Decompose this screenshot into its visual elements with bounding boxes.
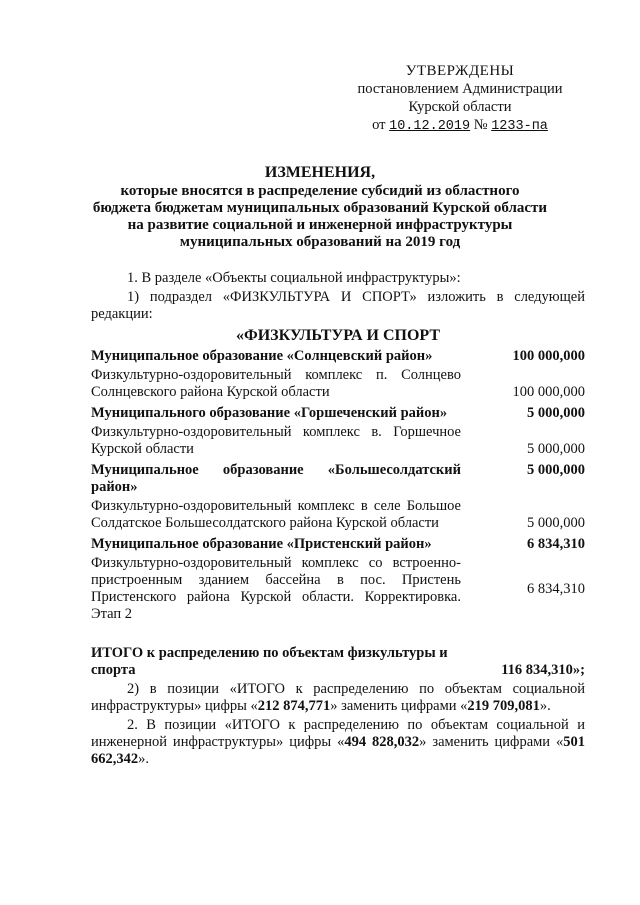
item2-to-value: 501 662,342 bbox=[91, 734, 586, 767]
municipality-name: Муниципальное образование «Большесолдатский район» bbox=[91, 462, 461, 495]
document-body bbox=[91, 270, 585, 768]
approval-line-1: постановлением Администрации bbox=[357, 81, 563, 97]
section-title: «ФИЗКУЛЬТУРА И СПОРТ bbox=[235, 327, 441, 344]
municipality-name: Муниципального образование «Горшеченский район» bbox=[91, 405, 448, 421]
object-name: Физкультурно-оздоровительный комплекс со встроенно-пристроенным зданием бассейна в пос. Пристень Пристенского района Курской области. Корректировка. Этап 2 bbox=[91, 555, 461, 622]
number-prefix: № bbox=[473, 117, 488, 133]
sub2-text-a: 2) в позиции «ИТОГО к распределению по объектам социальной инфраструктуры» цифры « bbox=[91, 681, 585, 714]
approval-stamp bbox=[330, 62, 590, 136]
object-name: Физкультурно-оздоровительный комплекс п. Солнцево Солнцевского района Курской области bbox=[91, 367, 461, 400]
document-title bbox=[90, 164, 550, 251]
paragraph-item-1-sub-2 bbox=[91, 681, 585, 715]
object-amount: 6 834,310 bbox=[527, 580, 585, 597]
approval-title: УТВЕРЖДЕНЫ bbox=[405, 63, 515, 79]
item2-text-a: 2. В позиции «ИТОГО к распределению по объектам социальной и инженерной инфраструктуры» цифры « bbox=[91, 717, 585, 750]
municipality-row bbox=[91, 536, 585, 553]
municipality-amount: 5 000,000 bbox=[527, 462, 585, 478]
object-row bbox=[91, 555, 585, 623]
paragraph-item-1-sub-1: 1) подраздел «ФИЗКУЛЬТУРА И СПОРТ» изложить в следующей редакции: bbox=[91, 289, 585, 322]
municipality-amount: 5 000,000 bbox=[527, 405, 585, 421]
total-row bbox=[91, 645, 585, 679]
paragraph-item-1: 1. В разделе «Объекты социальной инфраструктуры»: bbox=[127, 270, 461, 286]
item2-text-c: ». bbox=[138, 751, 149, 767]
municipality-row bbox=[91, 462, 585, 496]
title-heading: ИЗМЕНЕНИЯ, bbox=[264, 164, 376, 181]
approval-line-2: Курской области bbox=[408, 99, 512, 115]
municipality-row bbox=[91, 348, 585, 365]
total-amount: 116 834,310»; bbox=[501, 662, 585, 678]
item2-from-value: 494 828,032 bbox=[344, 734, 420, 750]
total-label: ИТОГО к распределению по объектам физкультуры и спорта bbox=[91, 645, 448, 678]
sub2-to-value: 219 709,081 bbox=[467, 698, 540, 714]
object-name: Физкультурно-оздоровительный комплекс в селе Большое Солдатское Большесолдатского района Курской области bbox=[91, 498, 461, 531]
entries-list bbox=[91, 348, 585, 623]
object-amount: 5 000,000 bbox=[527, 441, 585, 457]
approval-date-line bbox=[330, 116, 590, 136]
sub2-from-value: 212 874,771 bbox=[257, 698, 331, 714]
object-amount: 5 000,000 bbox=[527, 515, 585, 531]
object-row bbox=[91, 424, 585, 458]
object-name: Физкультурно-оздоровительный комплекс в. Горшечное Курской области bbox=[91, 424, 461, 457]
municipality-name: Муниципальное образование «Солнцевский район» bbox=[91, 348, 433, 364]
municipality-amount: 6 834,310 bbox=[527, 536, 585, 552]
municipality-row bbox=[91, 405, 585, 422]
object-row bbox=[91, 367, 585, 401]
paragraph-item-2 bbox=[91, 717, 585, 768]
municipality-name: Муниципальное образование «Пристенский район» bbox=[91, 536, 432, 552]
date-prefix: от bbox=[372, 117, 386, 133]
item2-text-b: » заменить цифрами « bbox=[419, 734, 564, 750]
sub2-text-b: » заменить цифрами « bbox=[330, 698, 468, 714]
approval-date: 10.12.2019 bbox=[389, 119, 471, 134]
title-subtitle: которые вносятся в распределение субсидий из областного бюджета бюджетам муниципальных образований Курской области на развитие социальной и инженерной инфраструктуры муниципальных образований на 2019 год bbox=[92, 183, 548, 250]
sub2-text-c: ». bbox=[539, 698, 551, 714]
object-amount: 100 000,000 bbox=[512, 384, 585, 400]
municipality-amount: 100 000,000 bbox=[512, 348, 585, 364]
approval-number: 1233-па bbox=[491, 119, 548, 134]
object-row bbox=[91, 498, 585, 532]
